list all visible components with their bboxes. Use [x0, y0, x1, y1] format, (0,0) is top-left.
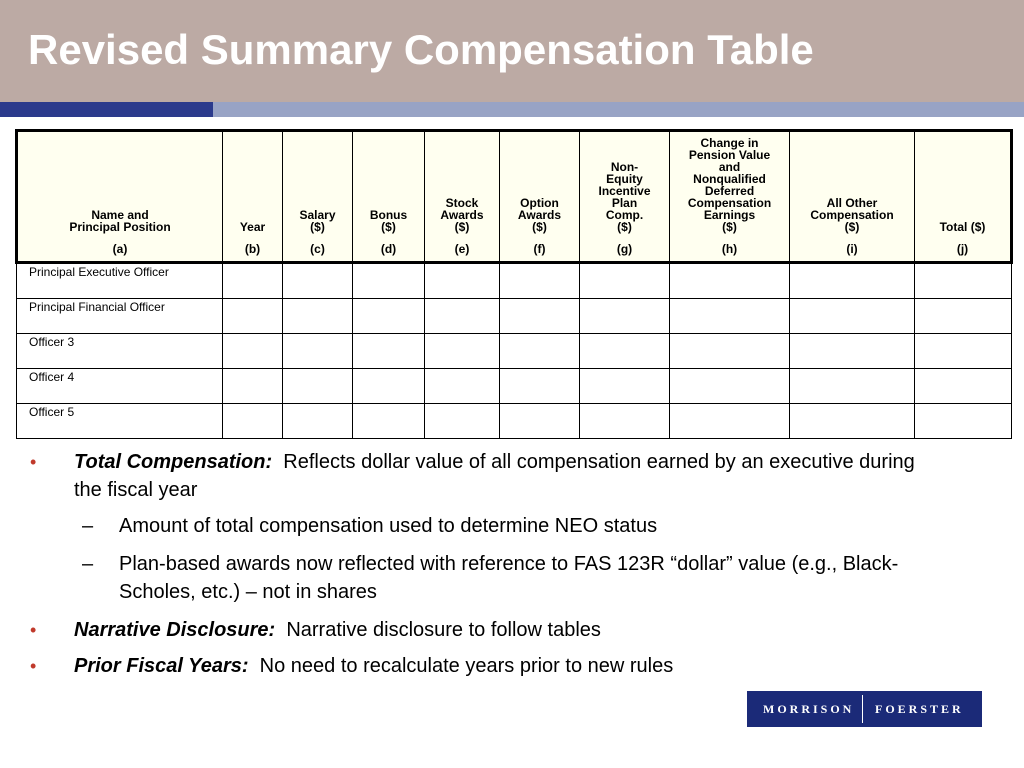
- table-cell: [353, 334, 425, 369]
- table-cell: [670, 263, 790, 299]
- table-cell: [425, 334, 500, 369]
- column-header-line: ($): [310, 220, 325, 234]
- officer-name-cell: Principal Financial Officer: [17, 299, 223, 334]
- table-cell: [580, 263, 670, 299]
- column-header: [670, 131, 790, 238]
- table-cell: [425, 299, 500, 334]
- column-header-line: Salary: [299, 208, 336, 222]
- table-row: [17, 299, 1012, 334]
- column-letter: (f): [500, 237, 580, 263]
- table-cell: [223, 334, 283, 369]
- bullet-text: No need to recalculate years prior to new rules: [259, 655, 674, 677]
- dash-icon: –: [82, 515, 94, 537]
- column-header-line: ($): [617, 220, 632, 234]
- bullet-list: [30, 448, 930, 688]
- column-letter: (e): [425, 237, 500, 263]
- bullet-prior-fiscal-years: [30, 652, 930, 680]
- table-cell: [500, 369, 580, 404]
- table-cell: [425, 404, 500, 439]
- bullet-lead: Prior Fiscal Years:: [74, 655, 249, 677]
- table-cell: [790, 334, 915, 369]
- table-cell: [425, 369, 500, 404]
- table-cell: [223, 369, 283, 404]
- bullet-lead: Narrative Disclosure:: [74, 619, 276, 641]
- column-header: [425, 131, 500, 238]
- table-cell: [353, 263, 425, 299]
- column-header-line: Name and: [91, 208, 149, 222]
- table-cell: [223, 299, 283, 334]
- column-header-line: Change in: [700, 136, 759, 150]
- table-cell: [915, 369, 1012, 404]
- column-header-line: All Other: [826, 196, 878, 210]
- slide-title: Revised Summary Compensation Table: [28, 26, 814, 73]
- column-letter: (g): [580, 237, 670, 263]
- table-cell: [790, 404, 915, 439]
- table-row: [17, 263, 1012, 299]
- table-cell: [283, 263, 353, 299]
- column-header-line: Comp.: [605, 208, 644, 222]
- column-letter: (i): [790, 237, 915, 263]
- table-body: [17, 263, 1012, 439]
- table-row: [17, 369, 1012, 404]
- table-cell: [580, 404, 670, 439]
- table-cell: [580, 299, 670, 334]
- column-header: [17, 131, 223, 238]
- table-cell: [790, 263, 915, 299]
- column-header-line: Option: [520, 196, 559, 210]
- column-header-line: Bonus: [369, 208, 408, 222]
- accent-bar-light: [213, 102, 1024, 117]
- bullet-icon: •: [30, 620, 37, 640]
- logo-right-text: FOERSTER: [875, 702, 964, 716]
- table-header-row: [17, 131, 1012, 238]
- column-letter: (j): [915, 237, 1012, 263]
- table-cell: [223, 404, 283, 439]
- table-cell: [790, 299, 915, 334]
- column-header-line: ($): [454, 220, 470, 234]
- table-cell: [915, 299, 1012, 334]
- morrison-foerster-logo: [747, 691, 982, 727]
- column-header: [353, 131, 425, 238]
- table-cell: [915, 404, 1012, 439]
- column-header-line: Non-: [610, 160, 639, 174]
- table-cell: [283, 369, 353, 404]
- bullet-total-compensation: [30, 448, 930, 504]
- table-cell: [500, 299, 580, 334]
- officer-name-cell: Principal Executive Officer: [17, 263, 223, 299]
- bullet-icon: •: [30, 452, 37, 472]
- column-header: [915, 131, 1012, 238]
- table-cell: [283, 334, 353, 369]
- table-cell: [223, 263, 283, 299]
- table-column-letter-row: [17, 237, 1012, 263]
- table-cell: [670, 369, 790, 404]
- table-cell: [670, 404, 790, 439]
- column-header: [223, 131, 283, 238]
- table-cell: [790, 369, 915, 404]
- table-cell: [670, 334, 790, 369]
- accent-bar-dark: [0, 102, 213, 117]
- sub-bullet-text: Amount of total compensation used to determine NEO status: [119, 515, 658, 537]
- table-cell: [500, 263, 580, 299]
- column-header-line: Earnings: [703, 208, 756, 222]
- column-header-line: Equity: [606, 172, 643, 186]
- column-header-line: Nonqualified: [693, 172, 766, 186]
- officer-name-cell: Officer 4: [17, 369, 223, 404]
- column-header-line: Compensation: [810, 208, 894, 222]
- column-header-line: ($): [532, 220, 547, 234]
- table-cell: [670, 299, 790, 334]
- column-letter: (d): [353, 237, 425, 263]
- table-cell: [283, 299, 353, 334]
- bullet-text: Narrative disclosure to follow tables: [286, 619, 601, 641]
- logo-divider: [862, 695, 863, 723]
- sub-bullet: [30, 550, 930, 606]
- column-letter: (c): [283, 237, 353, 263]
- bullet-icon: •: [30, 656, 37, 676]
- column-letter: (h): [670, 237, 790, 263]
- table-cell: [580, 369, 670, 404]
- column-header-line: Pension Value: [688, 148, 771, 162]
- column-header-line: Stock: [445, 196, 479, 210]
- column-header-line: ($): [722, 220, 737, 234]
- column-header-line: and: [718, 160, 741, 174]
- table-row: [17, 404, 1012, 439]
- officer-name-cell: Officer 3: [17, 334, 223, 369]
- title-bar: [0, 0, 1024, 102]
- bullet-narrative-disclosure: [30, 616, 930, 644]
- column-letter: (a): [17, 237, 223, 263]
- table-cell: [353, 369, 425, 404]
- table-cell: [500, 404, 580, 439]
- table-cell: [283, 404, 353, 439]
- column-header-line: Year: [239, 220, 266, 234]
- column-header-line: Incentive: [598, 184, 651, 198]
- table-cell: [580, 334, 670, 369]
- column-header-line: ($): [844, 220, 860, 234]
- column-header-line: Total ($): [939, 220, 986, 234]
- table-cell: [353, 299, 425, 334]
- table-cell: [425, 263, 500, 299]
- column-header-line: Plan: [611, 196, 638, 210]
- column-header: [500, 131, 580, 238]
- sub-bullet: [30, 512, 930, 540]
- column-header-line: ($): [381, 220, 396, 234]
- sub-bullet-text: Plan-based awards now reflected with reference to FAS 123R “dollar” value (e.g., Black-Scholes, etc.) – not in shares: [119, 553, 899, 603]
- column-header-line: Principal Position: [69, 220, 171, 234]
- logo-left-text: MORRISON: [763, 702, 855, 716]
- table-cell: [915, 334, 1012, 369]
- column-header-line: Awards: [440, 208, 484, 222]
- bullet-lead: Total Compensation:: [74, 451, 273, 473]
- column-header-line: Compensation: [687, 196, 772, 210]
- column-header: [580, 131, 670, 238]
- table-cell: [500, 334, 580, 369]
- column-header-line: Deferred: [704, 184, 755, 198]
- table-cell: [353, 404, 425, 439]
- bullet-text: Reflects dollar value of all compensation earned by an executive during the fiscal year: [74, 451, 915, 501]
- column-letter: (b): [223, 237, 283, 263]
- table-cell: [915, 263, 1012, 299]
- column-header: [283, 131, 353, 238]
- compensation-table: [15, 129, 1013, 439]
- column-header: [790, 131, 915, 238]
- column-header-line: Awards: [517, 208, 562, 222]
- table-row: [17, 334, 1012, 369]
- dash-icon: –: [82, 553, 94, 575]
- officer-name-cell: Officer 5: [17, 404, 223, 439]
